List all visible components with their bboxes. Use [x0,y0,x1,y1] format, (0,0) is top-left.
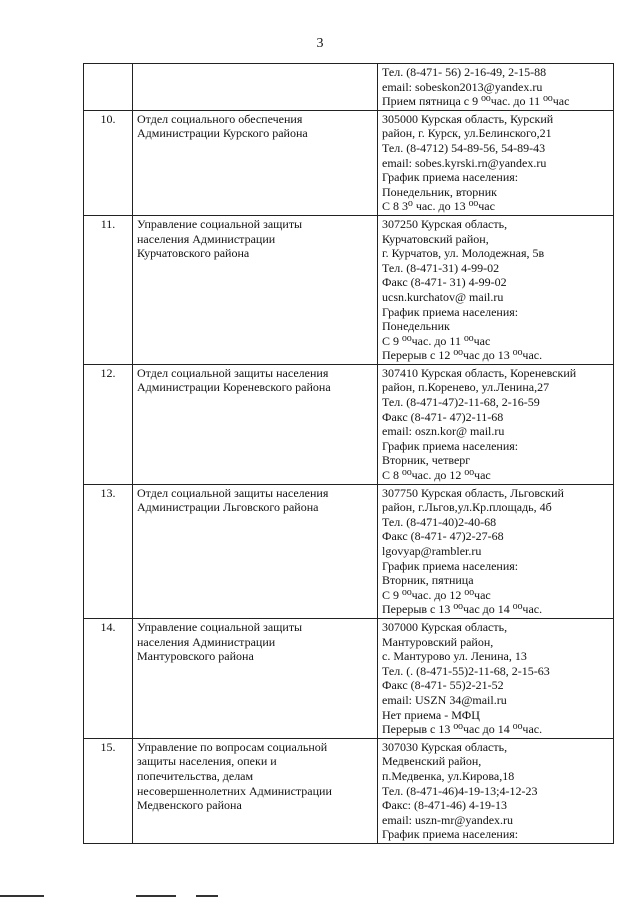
contact-info-cell [378,484,614,618]
contact-info-line: 307410 Курская область, Кореневский [382,365,577,380]
organization-name-line: Отдел социального обеспечения [137,111,303,126]
contact-info-line: С 9 ⁰⁰час. до 12 ⁰⁰час [382,587,491,602]
contact-info-line: район, г.Льгов,ул.Кр.площадь, 4б [382,500,552,515]
contact-info-line: График приема населения: [382,170,519,185]
contact-info-line: Понедельник, вторник [382,184,497,199]
contact-info-line: Тел. (8-471-46)4-19-13;4-12-23 [382,783,538,798]
table-row [84,364,614,484]
organization-name-line: Управление социальной защиты [137,619,303,634]
row-number: 13. [84,484,133,618]
organization-name-line: Управление по вопросам социальной [137,739,328,754]
organization-cell [133,738,378,843]
contact-info-line: Факс (8-471- 47)2-11-68 [382,409,504,424]
contact-info-line: район, п.Коренево, ул.Ленина,27 [382,380,550,395]
contact-info-line: График приема населения: [382,827,519,842]
contact-info-line: Тел. (. (8-471-55)2-11-68, 2-15-63 [382,663,550,678]
contact-info-line: С 8 3⁰ час. до 13 ⁰⁰час [382,199,495,214]
row-number: 14. [84,618,133,738]
organization-cell [133,618,378,738]
contact-info-line: email: sobes.kyrski.rn@yandex.ru [382,155,547,170]
organization-name-line: Администрации Курского района [137,126,308,141]
contact-info-line: 307000 Курская область, [382,619,508,634]
scan-artifact-marks [0,895,640,899]
table-row [84,215,614,364]
contact-info-line: Нет приема - МФЦ [382,707,480,722]
organization-name-line: Администрации Кореневского района [137,380,331,395]
contact-info-line: Перерыв с 12 ⁰⁰час до 13 ⁰⁰час. [382,348,543,363]
contact-info-line: 305000 Курская область, Курский [382,111,554,126]
contact-info-line: Курчатовский район, [382,231,489,246]
page-number: 3 [316,36,324,51]
contact-info-cell [378,364,614,484]
organization-name-line: населения Администрации [137,231,276,246]
organization-name-line: Курчатовского района [137,246,250,261]
scan-mark [0,895,44,897]
contact-info-line: г. Курчатов, ул. Молодежная, 5в [382,246,545,261]
organization-name-line: защиты населения, опеки и [137,754,277,769]
contact-info-line: Вторник, пятница [382,573,474,588]
organization-name-line: населения Администрации [137,634,276,649]
contact-info-line: 307250 Курская область, [382,216,508,231]
organization-name-line: несовершеннолетних Администрации [137,783,332,798]
organization-name-line: Отдел социальной защиты населения [137,485,329,500]
table-row [84,64,614,111]
row-number: 10. [84,110,133,215]
scan-mark [136,895,176,897]
table-row [84,738,614,843]
scan-mark [196,895,218,897]
contact-info-cell [378,215,614,364]
contact-info-line: Факс: (8-471-46) 4-19-13 [382,798,507,813]
contact-info-line: Мантуровский район, [382,634,494,649]
organization-name-line: Отдел социальной защиты населения [137,365,329,380]
contact-info-line: График приема населения: [382,558,519,573]
contact-info-line: График приема населения: [382,304,519,319]
row-number: 12. [84,364,133,484]
contact-info-line: район, г. Курск, ул.Белинского,21 [382,126,552,141]
social-protection-offices-table [83,63,614,844]
contact-info-cell [378,738,614,843]
row-number [84,64,133,111]
contact-info-line: С 9 ⁰⁰час. до 11 ⁰⁰час [382,333,491,348]
contact-info-line: Тел. (8-471-31) 4-99-02 [382,260,500,275]
organization-name-line: Администрации Льговского района [137,500,319,515]
contact-info-line: Перерыв с 13 ⁰⁰час до 14 ⁰⁰час. [382,602,543,617]
contact-info-line: Понедельник [382,319,450,334]
contact-info-cell [378,64,614,111]
contact-info-line: Факс (8-471- 31) 4-99-02 [382,275,507,290]
contact-info-line: email: sobeskon2013@yandex.ru [382,79,543,94]
contact-info-line: lgovyap@rambler.ru [382,544,482,558]
contact-info-line: ucsn.kurchatov@ mail.ru [382,289,504,304]
contact-info-line: Тел. (8-4712) 54-89-56, 54-89-43 [382,140,546,155]
table-row [84,110,614,215]
contact-info-line: Вторник, четверг [382,453,471,468]
contact-info-line: Тел. (8-471- 56) 2-16-49, 2-15-88 [382,65,547,79]
contact-info-line: email: USZN 34@mail.ru [382,692,507,707]
contact-info-line: email: oszn.kor@ mail.ru [382,424,505,439]
contact-info-line: с. Мантурово ул. Ленина, 13 [382,649,527,664]
organization-cell [133,110,378,215]
contact-info-line: Тел. (8-471-47)2-11-68, 2-16-59 [382,395,540,410]
table-body [84,64,614,844]
organization-name-line: Медвенского района [137,798,242,813]
contact-info-line: 307750 Курская область, Льговский [382,485,564,500]
contact-info-line: Тел. (8-471-40)2-40-68 [382,514,497,529]
organization-cell [133,484,378,618]
contact-info-line: Перерыв с 13 ⁰⁰час до 14 ⁰⁰час. [382,722,543,737]
table-row [84,618,614,738]
contact-info-line: С 8 ⁰⁰час. до 12 ⁰⁰час [382,468,491,483]
row-number: 11. [84,215,133,364]
contact-info-line: Медвенский район, [382,754,482,769]
contact-info-line: График приема населения: [382,438,519,453]
contact-info-line: Прием пятница с 9 ⁰⁰час. до 11 ⁰⁰час [382,94,570,109]
organization-cell [133,364,378,484]
contact-info-line: Факс (8-471- 47)2-27-68 [382,529,504,544]
contact-info-line: email: uszn-mr@yandex.ru [382,812,514,827]
organization-name-line: Управление социальной защиты [137,216,303,231]
row-number: 15. [84,738,133,843]
contact-info-cell [378,110,614,215]
contact-info-cell [378,618,614,738]
organization-cell [133,215,378,364]
organization-cell [133,64,378,111]
contact-info-line: п.Медвенка, ул.Кирова,18 [382,768,515,783]
table-row [84,484,614,618]
organization-name-line: Мантуровского района [137,649,254,664]
organization-name-line: попечительства, делам [137,768,254,783]
contact-info-line: 307030 Курская область, [382,739,508,754]
contact-info-line: Факс (8-471- 55)2-21-52 [382,678,504,693]
